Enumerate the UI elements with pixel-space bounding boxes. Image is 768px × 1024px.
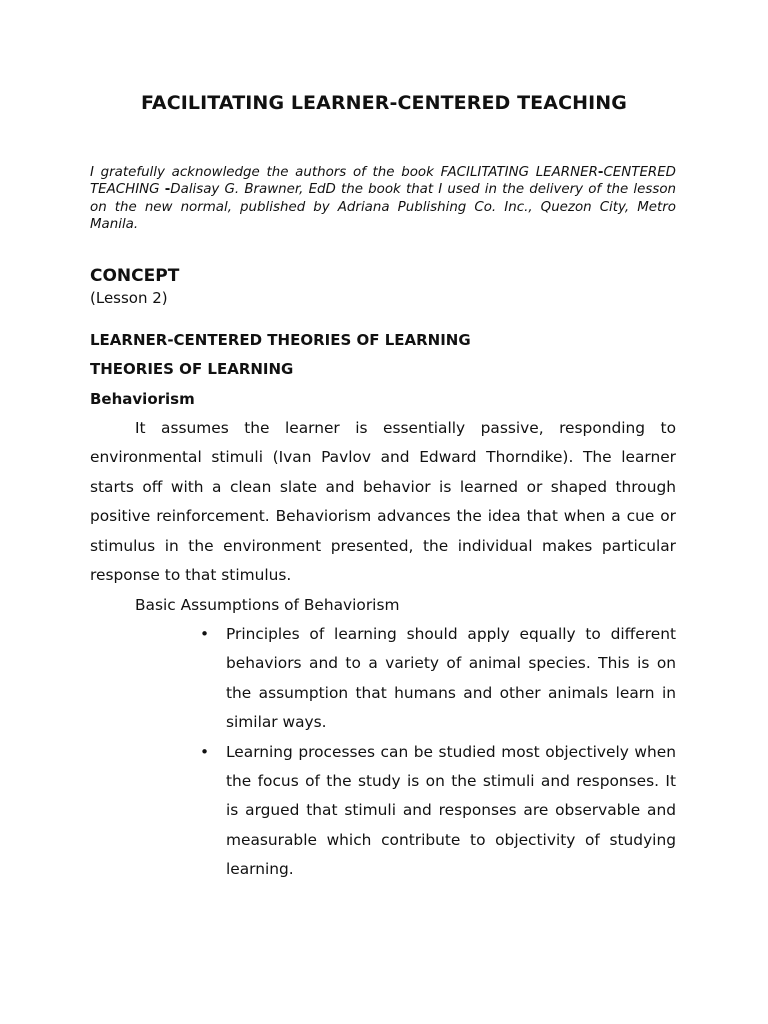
list-item-text: Learning processes can be studied most objectively when the focus of the study is on the stimuli and responses. It is argued that stimuli and responses are observable and measurable which contribute to objectivity of studying learning. xyxy=(226,742,676,879)
behaviorism-paragraph: It assumes the learner is essentially passive, responding to environmental stimuli (Ivan Pavlov and Edward Thorndike). The learner starts off with a clean slate and behavior is learned or shaped through positive reinforcement. Behaviorism advances the idea that when a cue or stimulus in the environment presented, the individual makes particular response to that stimulus. xyxy=(90,419,676,585)
list-item-text: Principles of learning should apply equally to different behaviors and to a variety of animal species. This is on the assumption that humans and other animals learn in similar ways. xyxy=(226,625,676,732)
acknowledgement-dash-1: - xyxy=(597,165,604,180)
concept-heading: CONCEPT xyxy=(90,266,180,286)
acknowledgement-text-3: Dalisay G. Brawner, EdD the book that I used in the delivery of the lesson on the new normal, published by Adriana Publishing Co. Inc., Quezon City, Metro Manila. xyxy=(90,182,676,233)
acknowledgement-paragraph xyxy=(90,164,676,234)
lesson-label: (Lesson 2) xyxy=(90,289,168,307)
subsection-heading: THEORIES OF LEARNING xyxy=(90,360,294,378)
bullet-icon: • xyxy=(200,625,210,643)
document-title: FACILITATING LEARNER-CENTERED TEACHING xyxy=(141,92,627,114)
list-item xyxy=(200,738,676,885)
list-item xyxy=(200,620,676,738)
assumptions-list xyxy=(200,620,676,885)
acknowledgement-text-2: CENTERED TEACHING xyxy=(90,165,676,198)
bullet-icon: • xyxy=(200,742,210,761)
section-heading: LEARNER-CENTERED THEORIES OF LEARNING xyxy=(90,331,471,349)
assumptions-label: Basic Assumptions of Behaviorism xyxy=(135,596,400,614)
acknowledgement-text-1: I gratefully acknowledge the authors of the book FACILITATING LEARNER xyxy=(90,165,598,180)
topic-heading: Behaviorism xyxy=(90,390,195,408)
acknowledgement-dash-2: - xyxy=(164,182,171,198)
